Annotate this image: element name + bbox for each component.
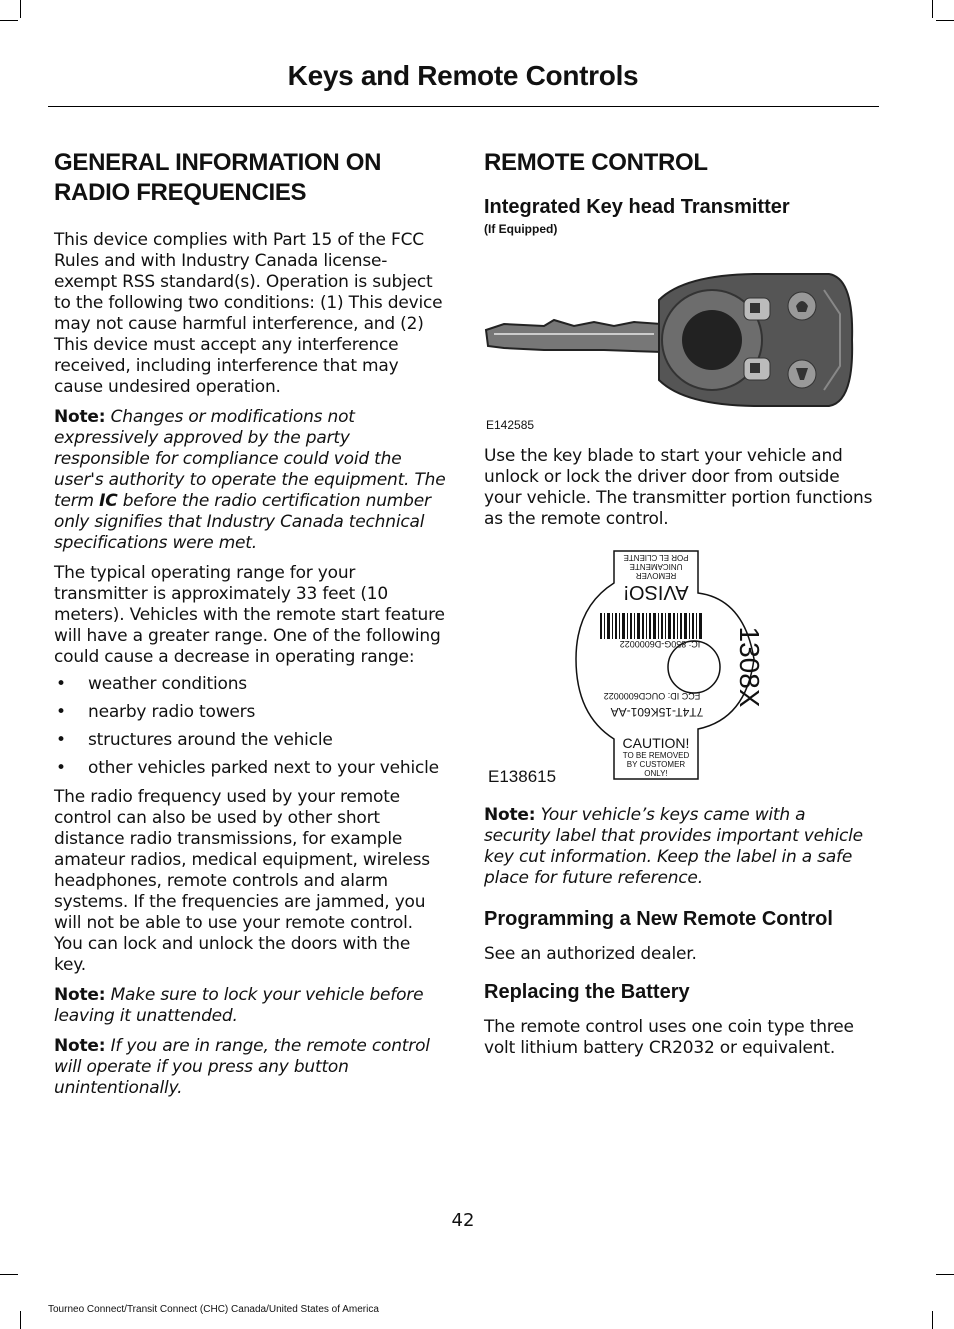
page-number: 42 [451, 1210, 475, 1231]
battery-paragraph: The remote control uses one coin type three volt lithium battery CR2032 or equivalent. [484, 1017, 854, 1058]
caution-block [616, 735, 696, 778]
key-code: 1308X [734, 626, 765, 708]
note-in-range [54, 1036, 446, 1099]
subheading-integrated-key: Integrated Key head Transmitter [484, 196, 790, 218]
right-column [484, 148, 876, 1068]
note-term: IC [99, 491, 118, 511]
figure-label: E138615 [488, 767, 557, 786]
crop-mark [20, 0, 21, 18]
note-security-label [484, 805, 876, 889]
list-item [54, 730, 446, 751]
caution-small-text: BY CUSTOMER ONLY! [626, 760, 686, 778]
crop-mark [932, 1311, 933, 1329]
compliance-paragraph: This device complies with Part 15 of the FCC Rules and with Industry Canada license-exempt RSS standard(s). Operation is subject to the following two conditions: (1) This device may not cause harmful interference, and (2) This device must accept any interference received, including interference that may cause undesired operation. [54, 230, 443, 397]
list-item [54, 674, 446, 695]
note-label: Note: [54, 407, 106, 427]
key-figure [484, 270, 876, 440]
bullet: • [56, 702, 66, 722]
key-blade-paragraph: Use the key blade to start your vehicle and unlock or lock the driver door from outside your vehicle. The transmitter portion functions as the remote control. [484, 446, 873, 529]
if-equipped-caption: (If Equipped) [484, 222, 558, 236]
note-text: Make sure to lock your vehicle before leaving it unattended. [54, 985, 424, 1026]
figure-label: E142585 [486, 418, 535, 432]
bullet: • [56, 674, 66, 694]
crop-mark [936, 20, 954, 21]
note-label: Note: [54, 1036, 106, 1056]
note-text: Your vehicle’s keys came with a security label that provides important vehicle key cut information. Keep the label in a safe place for future reference. [484, 805, 863, 888]
left-column [54, 148, 446, 1108]
aviso-small-text: POR EL CLIENTE [623, 553, 689, 562]
header-rule [48, 106, 879, 107]
bullet: • [56, 758, 66, 778]
list-item-text: structures around the vehicle [88, 730, 333, 750]
key-transmitter-illustration [484, 270, 876, 420]
crop-mark [0, 20, 18, 21]
caution-small-text: TO BE REMOVED [622, 751, 690, 760]
ic-number: IC: 850G-D6000022 [619, 639, 701, 649]
programming-paragraph: See an authorized dealer. [484, 944, 697, 964]
list-item-text: other vehicles parked next to your vehicle [88, 758, 439, 778]
part-number: 7T4T-15K601-AA [610, 705, 704, 719]
note-text: Changes or modifications not expressively approved by the party responsible for compliance could void the user's authority to operate the equipment. The term [54, 407, 446, 511]
aviso-small-text: REMOVER UNICAMENTE [629, 562, 683, 580]
note-text: before the radio certification number only signifies that Industry Canada technical specifications were met. [54, 491, 431, 553]
page-title: Keys and Remote Controls [287, 60, 639, 91]
list-item [54, 758, 446, 779]
security-label-figure [484, 539, 876, 789]
list-item-text: nearby radio towers [88, 702, 256, 722]
note-label: Note: [54, 985, 106, 1005]
note-modifications [54, 407, 446, 554]
note-text: If you are in range, the remote control will operate if you press any button unintentionally. [54, 1036, 430, 1098]
crop-mark [932, 0, 933, 18]
crop-mark [0, 1274, 18, 1275]
caution-text: CAUTION! [622, 735, 690, 751]
list-item-text: weather conditions [88, 674, 247, 694]
subheading-replacing-battery: Replacing the Battery [484, 981, 690, 1003]
aviso-text: AVISO! [623, 581, 689, 603]
fcc-id: FCC ID: OUCD6000022 [603, 691, 701, 701]
range-factors-list [54, 674, 446, 779]
list-item [54, 702, 446, 723]
aviso-block [616, 553, 696, 603]
operating-range-paragraph: The typical operating range for your transmitter is approximately 33 feet (10 meters). Vehicles with the remote start feature will have a greater range. One of the following could cause a decrease in operating range: [54, 563, 445, 667]
note-label: Note: [484, 805, 536, 825]
footer-text: Tourneo Connect/Transit Connect (CHC) Canada/United States of America [48, 1304, 379, 1315]
subheading-programming: Programming a New Remote Control [484, 908, 833, 930]
crop-mark [20, 1311, 21, 1329]
section-heading-radio-frequencies: GENERAL INFORMATION ON RADIO FREQUENCIES [54, 149, 382, 206]
bullet: • [56, 730, 66, 750]
section-heading-remote-control: REMOTE CONTROL [484, 149, 708, 176]
note-lock-vehicle [54, 985, 446, 1027]
frequency-paragraph: The radio frequency used by your remote control can also be used by other short distance radio transmissions, for example amateur radios, medical equipment, wireless headphones, remote controls and alarm systems. If the frequencies are jammed, you will not be able to use your remote control. You can lock and unlock the doors with the key. [54, 787, 430, 975]
crop-mark [936, 1274, 954, 1275]
